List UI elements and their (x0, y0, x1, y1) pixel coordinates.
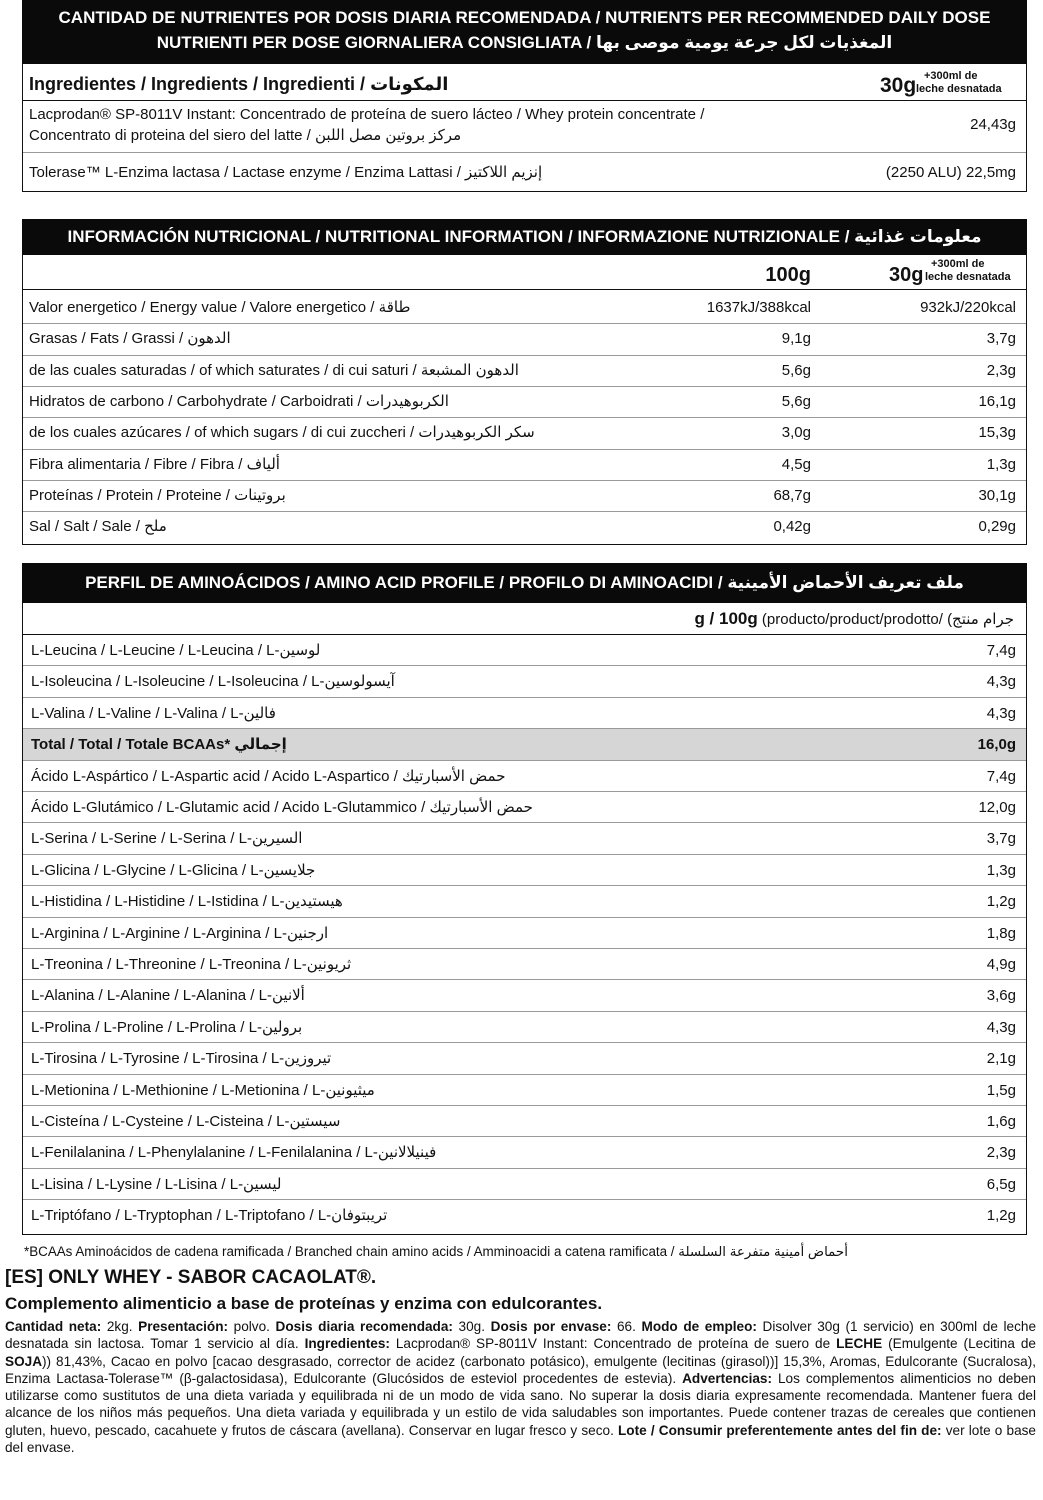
nutrition-row-label-latin: de las cuales saturadas / of which saturates / di cui saturi / (29, 361, 417, 379)
amino-row-label (31, 1019, 302, 1037)
amino-row-value: 6,5g (986, 1175, 1016, 1193)
cantidad-value: 2kg. (101, 1319, 139, 1334)
amino-row-divider (23, 760, 1026, 761)
nutrition-title (22, 226, 1027, 248)
nutrition-row-value-100g: 3,0g (781, 424, 811, 442)
dosis-value: 30g. (452, 1319, 491, 1334)
amino-row-label (31, 673, 395, 691)
dose-divider-2 (23, 152, 1026, 153)
nutrition-row-label-latin: Fibra alimentaria / Fibre / Fibra / (29, 455, 243, 473)
amino-row-label-arabic: ميثيونين-L (311, 1081, 375, 1099)
dose-col-sub-1: +300ml de (924, 70, 978, 82)
nutrition-row-value-100g: 0,42g (773, 518, 811, 536)
dose-col-header (880, 70, 1020, 100)
nutrition-row-label (29, 362, 519, 380)
dose-row1-line1: Lacprodan® SP-8011V Instant: Concentrado de proteína de suero lácteo / Whey protein concentrate / (29, 106, 705, 123)
nutrition-row-value-100g: 5,6g (781, 361, 811, 379)
amino-row-divider (23, 948, 1026, 949)
amino-row-label-latin: L-Serina / L-Serine / L-Serina / (31, 830, 235, 848)
amino-row-label-latin: L-Metionina / L-Methionine / L-Metionina / (31, 1081, 308, 1099)
nutrition-row-value-30g: 15,3g (978, 424, 1016, 442)
amino-row-label-latin: L-Cisteína / L-Cysteine / L-Cisteina / (31, 1113, 272, 1130)
dose-header-label-latin: Ingredientes / Ingredients / Ingredienti / (29, 74, 366, 94)
amino-row-label (31, 1144, 436, 1162)
amino-row-label (31, 925, 328, 943)
amino-row-label-arabic: ألانين-L (258, 987, 305, 1005)
amino-row-label-latin: L-Alanina / L-Alanine / L-Alanina / (31, 987, 255, 1005)
amino-row-label-latin: L-Histidina / L-Histidine / L-Istidina / (31, 893, 267, 911)
amino-row-value: 1,8g (986, 924, 1016, 942)
nutrition-row-label-arabic: طاقة (378, 299, 411, 316)
nutrition-row-label (29, 393, 449, 411)
advertencias-label: Advertencias: (682, 1370, 772, 1386)
amino-row-value: 1,2g (986, 893, 1016, 911)
presentacion-value: polvo. (228, 1319, 276, 1334)
amino-row-value: 1,2g (986, 1207, 1016, 1225)
nutrition-row-label-latin: Grasas / Fats / Grassi / (29, 330, 184, 348)
nutrition-col1: 100g (765, 264, 811, 286)
nutrition-row-label (29, 456, 280, 474)
amino-row-divider (23, 791, 1026, 792)
nutrition-row-value-30g: 1,3g (986, 455, 1016, 473)
amino-title (22, 572, 1027, 594)
allergen-soja: SOJA (5, 1353, 43, 1369)
amino-row-label (31, 736, 287, 754)
amino-row-divider (23, 1136, 1026, 1137)
allergen-leche: LECHE (836, 1336, 883, 1352)
ingredientes-label: Ingredientes: (304, 1336, 390, 1352)
amino-row-divider (23, 1011, 1026, 1012)
presentacion-label: Presentación: (138, 1319, 229, 1334)
dosis-envase-value: 66. (611, 1319, 642, 1334)
dose-col-main: 30g (880, 74, 917, 97)
amino-row-value: 7,4g (986, 767, 1016, 785)
amino-row-label-arabic: آيسولوسين-L (311, 673, 395, 691)
amino-row-label-arabic: سيستين-L (276, 1113, 341, 1130)
dose-row-lacprodan (23, 106, 1026, 146)
amino-row-label-arabic: ليسين-L (229, 1175, 282, 1193)
amino-title-latin: PERFIL DE AMINOÁCIDOS / AMINO ACID PROFILE / PROFILO DI AMINOACIDI / (85, 573, 723, 592)
amino-row-value: 7,4g (986, 642, 1016, 659)
dose-title-line1: CANTIDAD DE NUTRIENTES POR DOSIS DIARIA RECOMENDADA / NUTRIENTS PER RECOMMENDED DAILY DOSE (58, 8, 991, 27)
amino-row-label-arabic: ارجنين-L (273, 924, 329, 942)
nutrition-row-label-arabic: سكر الكربوهيدرات (418, 424, 535, 442)
dose-row1-value: 24,43g (970, 116, 1016, 133)
dose-header-label (29, 73, 448, 95)
nutrition-row-label-latin: Proteínas / Protein / Proteine / (29, 486, 230, 504)
amino-row-label-latin: L-Triptófano / L-Tryptophan / L-Triptofano / (31, 1207, 314, 1225)
amino-row-label-arabic: حمض الأسبارتيك (429, 799, 533, 816)
amino-row-label-latin: L-Treonina / L-Threonine / L-Treonina / (31, 956, 290, 973)
amino-row-divider (23, 1105, 1026, 1106)
amino-row-label-arabic: حمض الأسبارتيك (402, 767, 506, 785)
amino-header-divider (23, 634, 1026, 635)
amino-row-label (31, 799, 533, 817)
dose-title-band (22, 0, 1027, 64)
nutrition-col-header (23, 255, 1026, 289)
amino-row-label-arabic: برولين-L (248, 1018, 303, 1036)
amino-row-label-latin: L-Glicina / L-Glycine / L-Glicina / (31, 861, 247, 879)
nutrition-row-value-30g: 932kJ/220kcal (920, 299, 1016, 316)
product-legal-paragraph (5, 1318, 1036, 1456)
dosis-envase-label: Dosis por envase: (490, 1319, 612, 1334)
product-subtitle: Complemento alimenticio a base de proteínas y enzima con edulcorantes. (5, 1294, 603, 1313)
amino-row-label-latin: Total / Total / Totale BCAAs* (31, 736, 231, 754)
amino-row-label-arabic: ثريونين-L (293, 956, 352, 973)
nutrition-row-label-arabic: بروتينات (234, 486, 286, 504)
nutrition-title-arabic: معلومات غذائية (854, 227, 982, 246)
nutrition-row-value-100g: 4,5g (781, 455, 811, 473)
amino-row-value: 1,5g (986, 1081, 1016, 1099)
nutrition-row-label-arabic: الكربوهيدرات (365, 392, 449, 410)
amino-row-label-arabic: لوسين-L (266, 642, 321, 659)
amino-col-header-arabic: جرام منتج) (947, 611, 1014, 628)
amino-row-value: 3,7g (986, 830, 1016, 848)
amino-row-value: 2,3g (986, 1144, 1016, 1162)
modo-value: Disolver 30g (1 servicio) en 300ml de leche desnatada sin lactosa. Tomar 1 servicio al día. (5, 1319, 1037, 1352)
amino-row-divider (23, 1168, 1026, 1169)
modo-label: Modo de empleo: (641, 1319, 757, 1334)
amino-row-divider (23, 885, 1026, 886)
amino-row-label-latin: L-Leucina / L-Leucine / L-Leucina / (31, 642, 262, 659)
amino-row-value: 16,0g (977, 736, 1016, 754)
nutrition-row-value-30g: 2,3g (986, 361, 1016, 379)
amino-row-divider (23, 1199, 1026, 1200)
amino-row-label-arabic: فالين-L (230, 704, 276, 722)
nutrition-row-divider (23, 355, 1026, 356)
amino-row-label (31, 862, 315, 880)
amino-row-label-arabic: جلايسين-L (250, 861, 316, 879)
nutrition-row-value-100g: 9,1g (781, 330, 811, 348)
amino-col-header-rest: (producto/product/prodotto/ (757, 611, 943, 628)
nutrition-row-divider (23, 417, 1026, 418)
amino-row-value: 1,3g (986, 861, 1016, 879)
amino-row-label (31, 987, 305, 1005)
amino-row-label (31, 642, 320, 660)
amino-row-value: 12,0g (978, 799, 1016, 816)
amino-row-label-latin: L-Fenilalanina / L-Phenylalanine / L-Fenilalanina / (31, 1144, 361, 1162)
dose-col-sub-2: leche desnatada (916, 83, 1002, 95)
dose-title-line2-latin: NUTRIENTI PER DOSE GIORNALIERA CONSIGLIATA / (156, 33, 592, 52)
nutrition-col2-sub-2: leche desnatada (925, 271, 1011, 283)
amino-row-label-arabic: هيستيدين-L (271, 893, 343, 911)
amino-row-label (31, 1082, 375, 1100)
nutrition-header-divider (23, 289, 1026, 290)
amino-footnote-latin: *BCAAs Aminoácidos de cadena ramificada / Branched chain amino acids / Amminoacidi a catena ramificata / (24, 1244, 675, 1259)
amino-row-label-arabic: السيرين-L (238, 830, 303, 848)
amino-row-label-latin: L-Prolina / L-Proline / L-Prolina / (31, 1018, 245, 1036)
amino-table (22, 603, 1027, 1235)
nutrition-row-label (29, 299, 410, 317)
nutrition-table (22, 255, 1027, 545)
amino-row-label (31, 1176, 281, 1194)
amino-row-divider (23, 917, 1026, 918)
dose-row2-value: (2250 ALU) 22,5mg (885, 164, 1016, 181)
dose-row1-line2-latin: Concentrato di proteina del siero del latte / (29, 127, 311, 144)
ingredientes-a: Lacprodan® SP-8011V Instant: Concentrado de proteína de suero de (389, 1336, 837, 1352)
nutrition-row-value-30g: 0,29g (978, 518, 1016, 536)
dosis-label: Dosis diaria recomendada: (275, 1319, 453, 1334)
amino-row-divider (23, 979, 1026, 980)
nutrition-row-label-latin: Sal / Salt / Sale / (29, 518, 140, 536)
amino-row-label (31, 830, 302, 848)
dose-row1-line2-arabic: مركز بروتين مصل اللبن (315, 127, 462, 144)
amino-col-header (694, 609, 1014, 630)
nutrition-row-label (29, 330, 231, 348)
nutrition-row-value-100g: 1637kJ/388kcal (706, 299, 811, 316)
ingredientes-c: )) 81,43%, Cacao en polvo [cacao desgrasado, corrector de acidez (carbonato potásico), emulgente (lecitinas (girasol))] 15,3%, Aromas, Edulcorante (Sucralosa), Enzima Lactasa-Tolerase™ (β-galactosidasa), Edulcorante (Glucósidos de esteviol procedentes de estevia). (5, 1353, 1036, 1386)
dose-divider-1 (23, 100, 1026, 101)
amino-row-value: 3,6g (986, 987, 1016, 1005)
nutrition-row-value-100g: 68,7g (773, 486, 811, 504)
nutrition-row-divider (23, 511, 1026, 512)
amino-row-label-arabic: تريبتوفان-L (317, 1207, 388, 1225)
nutrition-row-value-30g: 30,1g (978, 486, 1016, 504)
dose-row2-latin: Tolerase™ L-Enzima lactasa / Lactase enzyme / Enzima Lattasi / (29, 164, 461, 181)
nutrition-row-label (29, 424, 535, 442)
nutrition-col2-sub-1: +300ml de (931, 258, 985, 270)
amino-row-label (31, 1207, 387, 1225)
amino-row-divider (23, 822, 1026, 823)
amino-row-label-latin: L-Arginina / L-Arginine / L-Arginina / (31, 924, 270, 942)
amino-row-divider (23, 1042, 1026, 1043)
amino-footnote (24, 1243, 848, 1260)
ingredientes-b: (Emulgente (Lecitina de (882, 1336, 1036, 1352)
amino-row-value: 2,1g (986, 1050, 1016, 1068)
nutrition-row-label (29, 518, 167, 536)
nutrition-row-label-latin: de los cuales azúcares / of which sugars / di cui zuccheri / (29, 424, 415, 442)
amino-row-label-arabic: تيروزين-L (270, 1050, 332, 1068)
amino-row-value: 4,3g (986, 673, 1016, 691)
amino-row-divider (23, 1074, 1026, 1075)
amino-row-label-latin: Ácido L-Aspártico / L-Aspartic acid / Acido L-Aspartico / (31, 767, 398, 785)
amino-row-label-latin: L-Lisina / L-Lysine / L-Lisina / (31, 1175, 226, 1193)
amino-title-band (22, 563, 1027, 603)
amino-row-label-arabic: فينيلالانين-L (364, 1144, 437, 1162)
nutrition-title-latin: INFORMACIÓN NUTRICIONAL / NUTRITIONAL INFORMATION / INFORMAZIONE NUTRIZIONALE / (67, 227, 850, 246)
amino-row-label (31, 1050, 331, 1068)
amino-footnote-arabic: أحماض أمينية متفرعة السلسلة (678, 1244, 848, 1259)
nutrition-row-label-arabic: ملح (144, 518, 167, 536)
amino-row-label (31, 1113, 340, 1131)
amino-row-label-arabic: إجمالي (234, 736, 287, 754)
dose-row2-label (29, 164, 542, 182)
product-title: [ES] ONLY WHEY - SABOR CACAOLAT®. (5, 1267, 377, 1288)
amino-row-label-latin: L-Valina / L-Valine / L-Valina / (31, 704, 227, 722)
nutrition-row-label-arabic: ألياف (246, 455, 280, 473)
dose-table (22, 64, 1027, 192)
amino-row-label-latin: L-Tirosina / L-Tyrosine / L-Tirosina / (31, 1050, 267, 1068)
amino-row-label (31, 893, 343, 911)
dose-title-line2-arabic: المغذيات لكل جرعة يومية موصى بها (595, 33, 893, 52)
dose-header-label-arabic: المكونات (370, 74, 449, 94)
nutrition-row-label-arabic: الدهون المشبعة (420, 361, 519, 379)
lote-value: ver lote o base del envase. (5, 1422, 1036, 1456)
nutrition-row-value-30g: 3,7g (986, 330, 1016, 348)
amino-row-value: 4,9g (986, 956, 1016, 973)
amino-row-value: 1,6g (986, 1113, 1016, 1130)
nutrition-row-label-latin: Valor energetico / Energy value / Valore energetico / (29, 299, 375, 316)
nutrition-row-label (29, 487, 286, 505)
nutrition-row-label-arabic: الدهون (187, 330, 231, 348)
dose-title-line2 (22, 32, 1027, 54)
amino-row-value: 4,3g (986, 1018, 1016, 1036)
nutrition-col2: 30g (889, 264, 924, 286)
dose-row2-arabic: إنزيم اللاكتيز (465, 164, 543, 181)
nutrition-row-value-100g: 5,6g (781, 392, 811, 410)
lote-label: Lote / Consumir preferentemente antes del fin de: (618, 1422, 942, 1438)
amino-row-divider (23, 854, 1026, 855)
amino-row-label (31, 956, 351, 974)
amino-row-value: 4,3g (986, 704, 1016, 722)
amino-title-arabic: ملف تعريف الأحماض الأمينية (727, 573, 964, 592)
nutrition-row-divider (23, 323, 1026, 324)
product-legal-text (5, 1318, 1036, 1456)
nutrition-row-divider (23, 480, 1026, 481)
nutrition-row-value-30g: 16,1g (978, 392, 1016, 410)
amino-row-divider (23, 697, 1026, 698)
nutrition-row-label-latin: Hidratos de carbono / Carbohydrate / Carboidrati / (29, 392, 362, 410)
nutrition-row-divider (23, 449, 1026, 450)
amino-col-header-bold: g / 100g (694, 609, 758, 628)
amino-row-divider (23, 665, 1026, 666)
nutrition-row-divider (23, 386, 1026, 387)
amino-row-label-latin: L-Isoleucina / L-Isoleucine / L-Isoleucina / (31, 673, 307, 691)
advertencias-value: Los complementos alimenticios no deben utilizarse como sustitutos de una dieta variada y equilibrada ni de un modo de vida sano. No superar la dosis diaria expresamente recomendada. Mantener fuera del alcance de los niños más pequeños. Una dieta variada y equilibrada y un estilo de vida saludables son importantes. Puede contener trazas de cereales que contienen gluten, huevo, pescado, cacahuete y frutos de cáscara (avellana). Conservar en lugar fresco y seco. (5, 1370, 1036, 1438)
nutrition-title-band (22, 219, 1027, 255)
amino-row-label-latin: Ácido L-Glutámico / L-Glutamic acid / Acido L-Glutammico / (31, 799, 426, 816)
amino-row-label (31, 705, 276, 723)
cantidad-label: Cantidad neta: (5, 1319, 102, 1334)
dose-row1-line2 (29, 127, 461, 145)
amino-row-label (31, 768, 505, 786)
